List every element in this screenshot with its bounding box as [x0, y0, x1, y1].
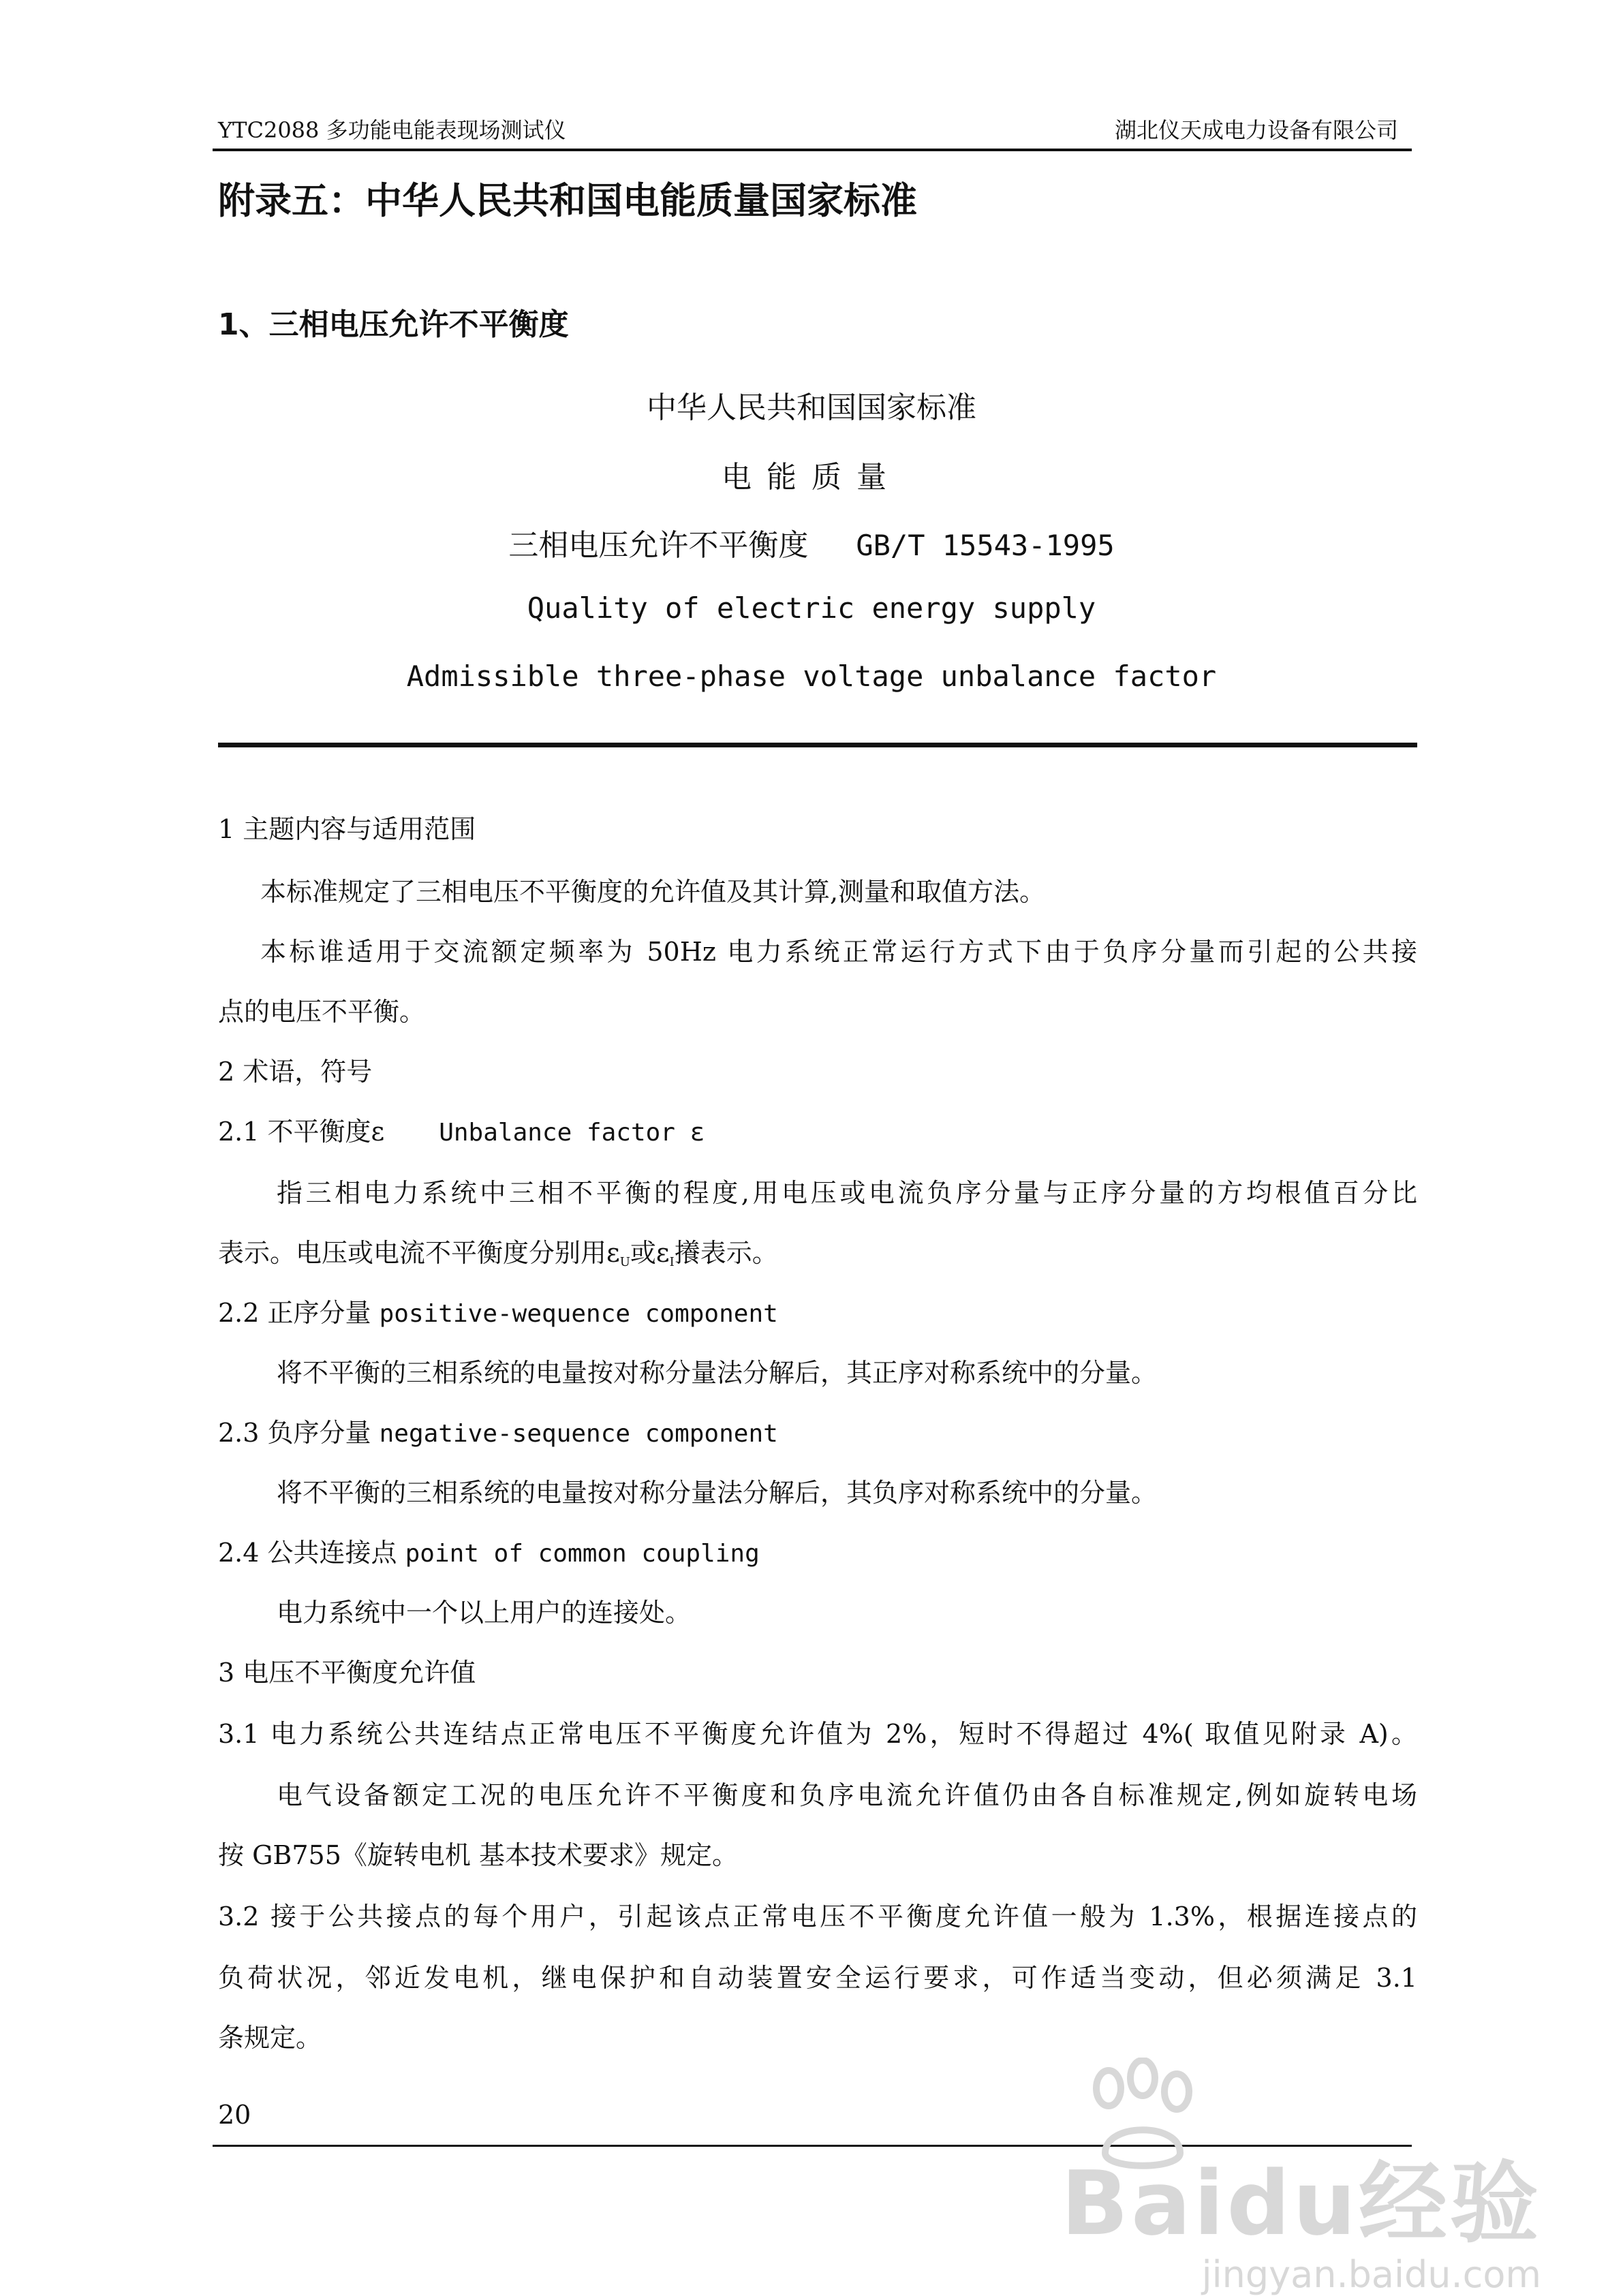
standard-title-cn: 三相电压允许不平衡度 — [508, 528, 809, 563]
standard-rule — [218, 743, 1417, 747]
s2-1-term-cn: 2.1 不平衡度ε — [218, 1117, 385, 1147]
subscript-u: U — [619, 1255, 630, 1269]
s2-2-term — [218, 1292, 778, 1329]
page-number: 20 — [218, 2100, 251, 2130]
s2-4-paragraph: 电力系统中一个以上用户的连接处。 — [277, 1598, 692, 1628]
s2-4-term — [218, 1532, 760, 1569]
s2-3-term — [218, 1412, 778, 1449]
s3-2-line-3: 条规定。 — [218, 2023, 322, 2053]
standard-line-power-quality: 电能质量 — [722, 460, 901, 495]
standard-line-title-code — [0, 521, 1623, 564]
s3-heading: 3 电压不平衡度允许值 — [218, 1658, 476, 1688]
s2-4-term-en: point of common coupling — [405, 1540, 760, 1568]
s2-3-term-cn: 2.3 负序分量 — [218, 1418, 371, 1448]
s2-1-term-en: Unbalance factor ε — [439, 1119, 705, 1147]
s2-1-text-c: 攁表示。 — [674, 1238, 778, 1268]
s2-3-term-en: negative-sequence component — [379, 1420, 778, 1448]
baidu-watermark — [1061, 2132, 1541, 2296]
s2-1-paragraph-line-1: 指三相电力系统中三相不平衡的程度,用电压或电流负序分量与正序分量的方均根值百分比 — [277, 1178, 1417, 1208]
standard-line-english-2: Admissible three-phase voltage unbalance factor — [406, 660, 1217, 693]
s2-1-term — [218, 1111, 705, 1148]
header-rule — [213, 149, 1412, 151]
s2-4-term-cn: 2.4 公共连接点 — [218, 1538, 397, 1568]
standard-line-national: 中华人民共和国国家标准 — [647, 390, 976, 425]
s2-2-term-cn: 2.2 正序分量 — [218, 1298, 371, 1328]
s2-2-term-en: positive-wequence component — [379, 1300, 778, 1328]
s1-heading: 1 主题内容与适用范围 — [218, 814, 476, 844]
s1-paragraph-1: 本标准规定了三相电压不平衡度的允许值及其计算,测量和取值方法。 — [260, 877, 1046, 907]
watermark-logo: Baidu经验 — [1061, 2152, 1541, 2255]
standard-code: GB/T 15543-1995 — [856, 529, 1115, 562]
s3-1-clause: 3.1 电力系统公共连结点正常电压不平衡度允许值为 2%，短时不得超过 4%( 取值见附录 A)。 — [218, 1719, 1417, 1749]
s1-paragraph-2-line-2: 点的电压不平衡。 — [218, 997, 426, 1027]
s1-paragraph-2-line-1: 本标谁适用于交流额定频率为 50Hz 电力系统正常运行方式下由于负序分量而引起的公共接 — [260, 937, 1417, 967]
subscript-i: I — [669, 1255, 675, 1269]
section-title: 1、三相电压允许不平衡度 — [218, 307, 569, 342]
s3-2-line-2: 负荷状况，邻近发电机，继电保护和自动装置安全运行要求，可作适当变动，但必须满足 3.1 — [218, 1963, 1417, 1993]
standard-line-english-1: Quality of electric energy supply — [527, 591, 1096, 625]
header-company: 湖北仪天成电力设备有限公司 — [1114, 117, 1398, 143]
s3-2-line-1: 3.2 接于公共接点的每个用户，引起该点正常电压不平衡度允许值一般为 1.3%，根据连接点的 — [218, 1902, 1417, 1932]
s2-1-paragraph-line-2 — [218, 1232, 778, 1269]
s3-1-paragraph-line-2: 按 GB755《旋转电机 基本技术要求》规定。 — [218, 1840, 738, 1870]
s2-1-text-a: 表示。电压或电流不平衡度分别用ε — [218, 1238, 620, 1268]
s2-1-text-b: 或ε — [630, 1238, 670, 1268]
s2-heading: 2 术语，符号 — [218, 1057, 373, 1087]
s2-3-paragraph: 将不平衡的三相系统的电量按对称分量法分解后，其负序对称系统中的分量。 — [277, 1478, 1158, 1508]
header-doc-title: YTC2088 多功能电能表现场测试仪 — [218, 117, 566, 143]
s3-1-paragraph-line-1: 电气设备额定工况的电压允许不平衡度和负序电流允许值仍由各自标准规定,例如旋转电场 — [277, 1780, 1417, 1810]
watermark-url: jingyan.baidu.com — [1201, 2253, 1541, 2296]
appendix-title: 附录五：中华人民共和国电能质量国家标准 — [218, 179, 917, 222]
s2-2-paragraph: 将不平衡的三相系统的电量按对称分量法分解后，其正序对称系统中的分量。 — [277, 1358, 1158, 1388]
